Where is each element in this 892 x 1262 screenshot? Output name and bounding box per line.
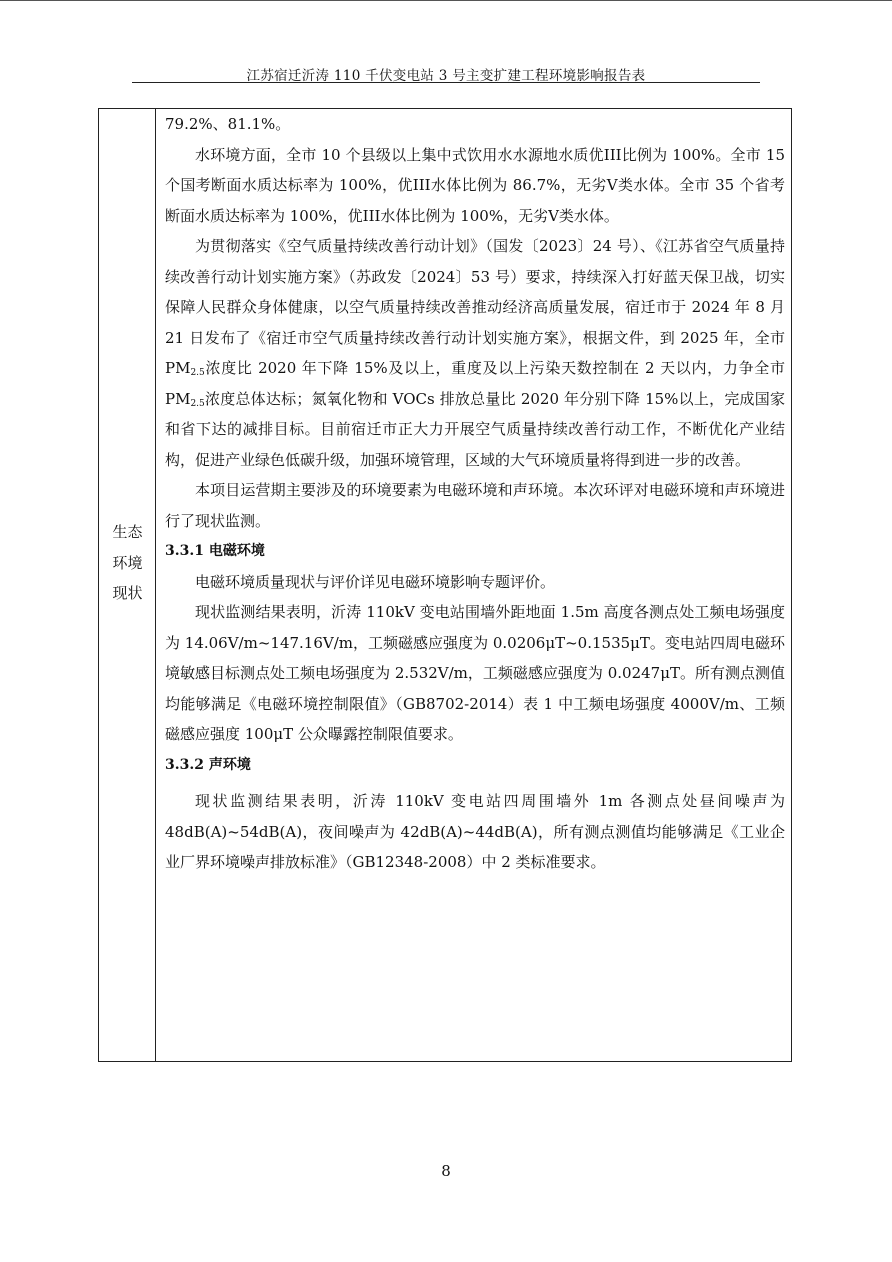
paragraph-monitoring-scope: 本项目运营期主要涉及的环境要素为电磁环境和声环境。本次环评对电磁环境和声环境进行了现状监测。 bbox=[165, 481, 785, 530]
page-number: 8 bbox=[441, 1162, 451, 1180]
page-top-edge bbox=[0, 0, 892, 1]
paragraph-noise-results: 现状监测结果表明，沂涛 110kV 变电站四周围墙外 1m 各测点处昼间噪声为 48dB(A)~54dB(A)，夜间噪声为 42dB(A)~44dB(A)，所有测点测值均能够满足《工业企业厂界环境噪声排放标准》（GB12348-2008）中 2 类标准要求。 bbox=[165, 792, 785, 871]
paragraph-water-environment: 水环境方面，全市 10 个县级以上集中式饮用水水源地水质优III比例为 100%。全市 15 个国考断面水质达标率为 100%，优III水体比例为 86.7%，无劣V类水体。全市 35 个省考断面水质达标率为 100%，优III水体比例为 100%，无劣V类水体。 bbox=[165, 145, 785, 225]
paragraph: 79.2%、81.1%。 bbox=[165, 115, 291, 133]
section-label bbox=[99, 517, 156, 609]
heading-electromagnetic: 3.3.1 电磁环境 bbox=[165, 543, 265, 559]
paragraph-em-reference: 电磁环境质量现状与评价详见电磁环境影响专题评价。 bbox=[195, 572, 556, 591]
text-run: 为贯彻落实《空气质量持续改善行动计划》（国发〔2023〕24 号）、《江苏省空气质量持续改善行动计划实施方案》（苏政发〔2024〕53 号）要求，持续深入打好蓝天保卫战，切实保障人民群众身体健康，以空气质量持续改善推动经济高质量发展，宿迁市于 2024 年 8 月 21 日发布了《宿迁市空气质量持续改善行动计划实施方案》，根据文件，到 2025 年，全市 PM bbox=[165, 237, 785, 377]
text-run: 浓度比 2020 年下降 15%及以上，重度及以上污染天数控制在 2 天以内，力争全市 PM bbox=[165, 359, 785, 408]
report-table bbox=[98, 108, 792, 1062]
header-divider bbox=[132, 82, 760, 83]
section-label-cell bbox=[99, 109, 156, 1061]
subscript: 2.5 bbox=[190, 368, 205, 378]
subscript: 2.5 bbox=[190, 398, 205, 409]
paragraph-em-results: 现状监测结果表明，沂涛 110kV 变电站围墙外距地面 1.5m 高度各测点处工频电场强度为 14.06V/m~147.16V/m，工频磁感应强度为 0.0206μT~0.1535μT。变电站四周电磁环境敏感目标测点处工频电场强度为 2.532V/m，工频磁感应强度为 0.0247μT。所有测点测值均能够满足《电磁环境控制限值》（GB8702-2014）表 1 中工频电场强度 4000V/m、工频磁感应强度 100μT 公众曝露控制限值要求。 bbox=[165, 603, 785, 743]
section-label-line: 现状 bbox=[112, 584, 143, 602]
paragraph-air-quality-plan bbox=[165, 231, 785, 475]
text-run: 浓度总体达标；氮氧化物和 VOCs 排放总量比 2020 年分别下降 15%以上，完成国家和省下达的减排目标。目前宿迁市正大力开展空气质量持续改善行动工作，不断优化产业结构，促进产业绿色低碳升级，加强环境管理，区域的大气环境质量将得到进一步的改善。 bbox=[165, 389, 785, 469]
section-label-line: 环境 bbox=[112, 553, 143, 572]
heading-acoustic: 3.3.2 声环境 bbox=[165, 756, 251, 773]
section-content bbox=[165, 109, 785, 878]
section-label-line: 生态 bbox=[112, 523, 143, 541]
report-header-title: 江苏宿迁沂涛 110 千伏变电站 3 号主变扩建工程环境影响报告表 bbox=[246, 68, 646, 84]
